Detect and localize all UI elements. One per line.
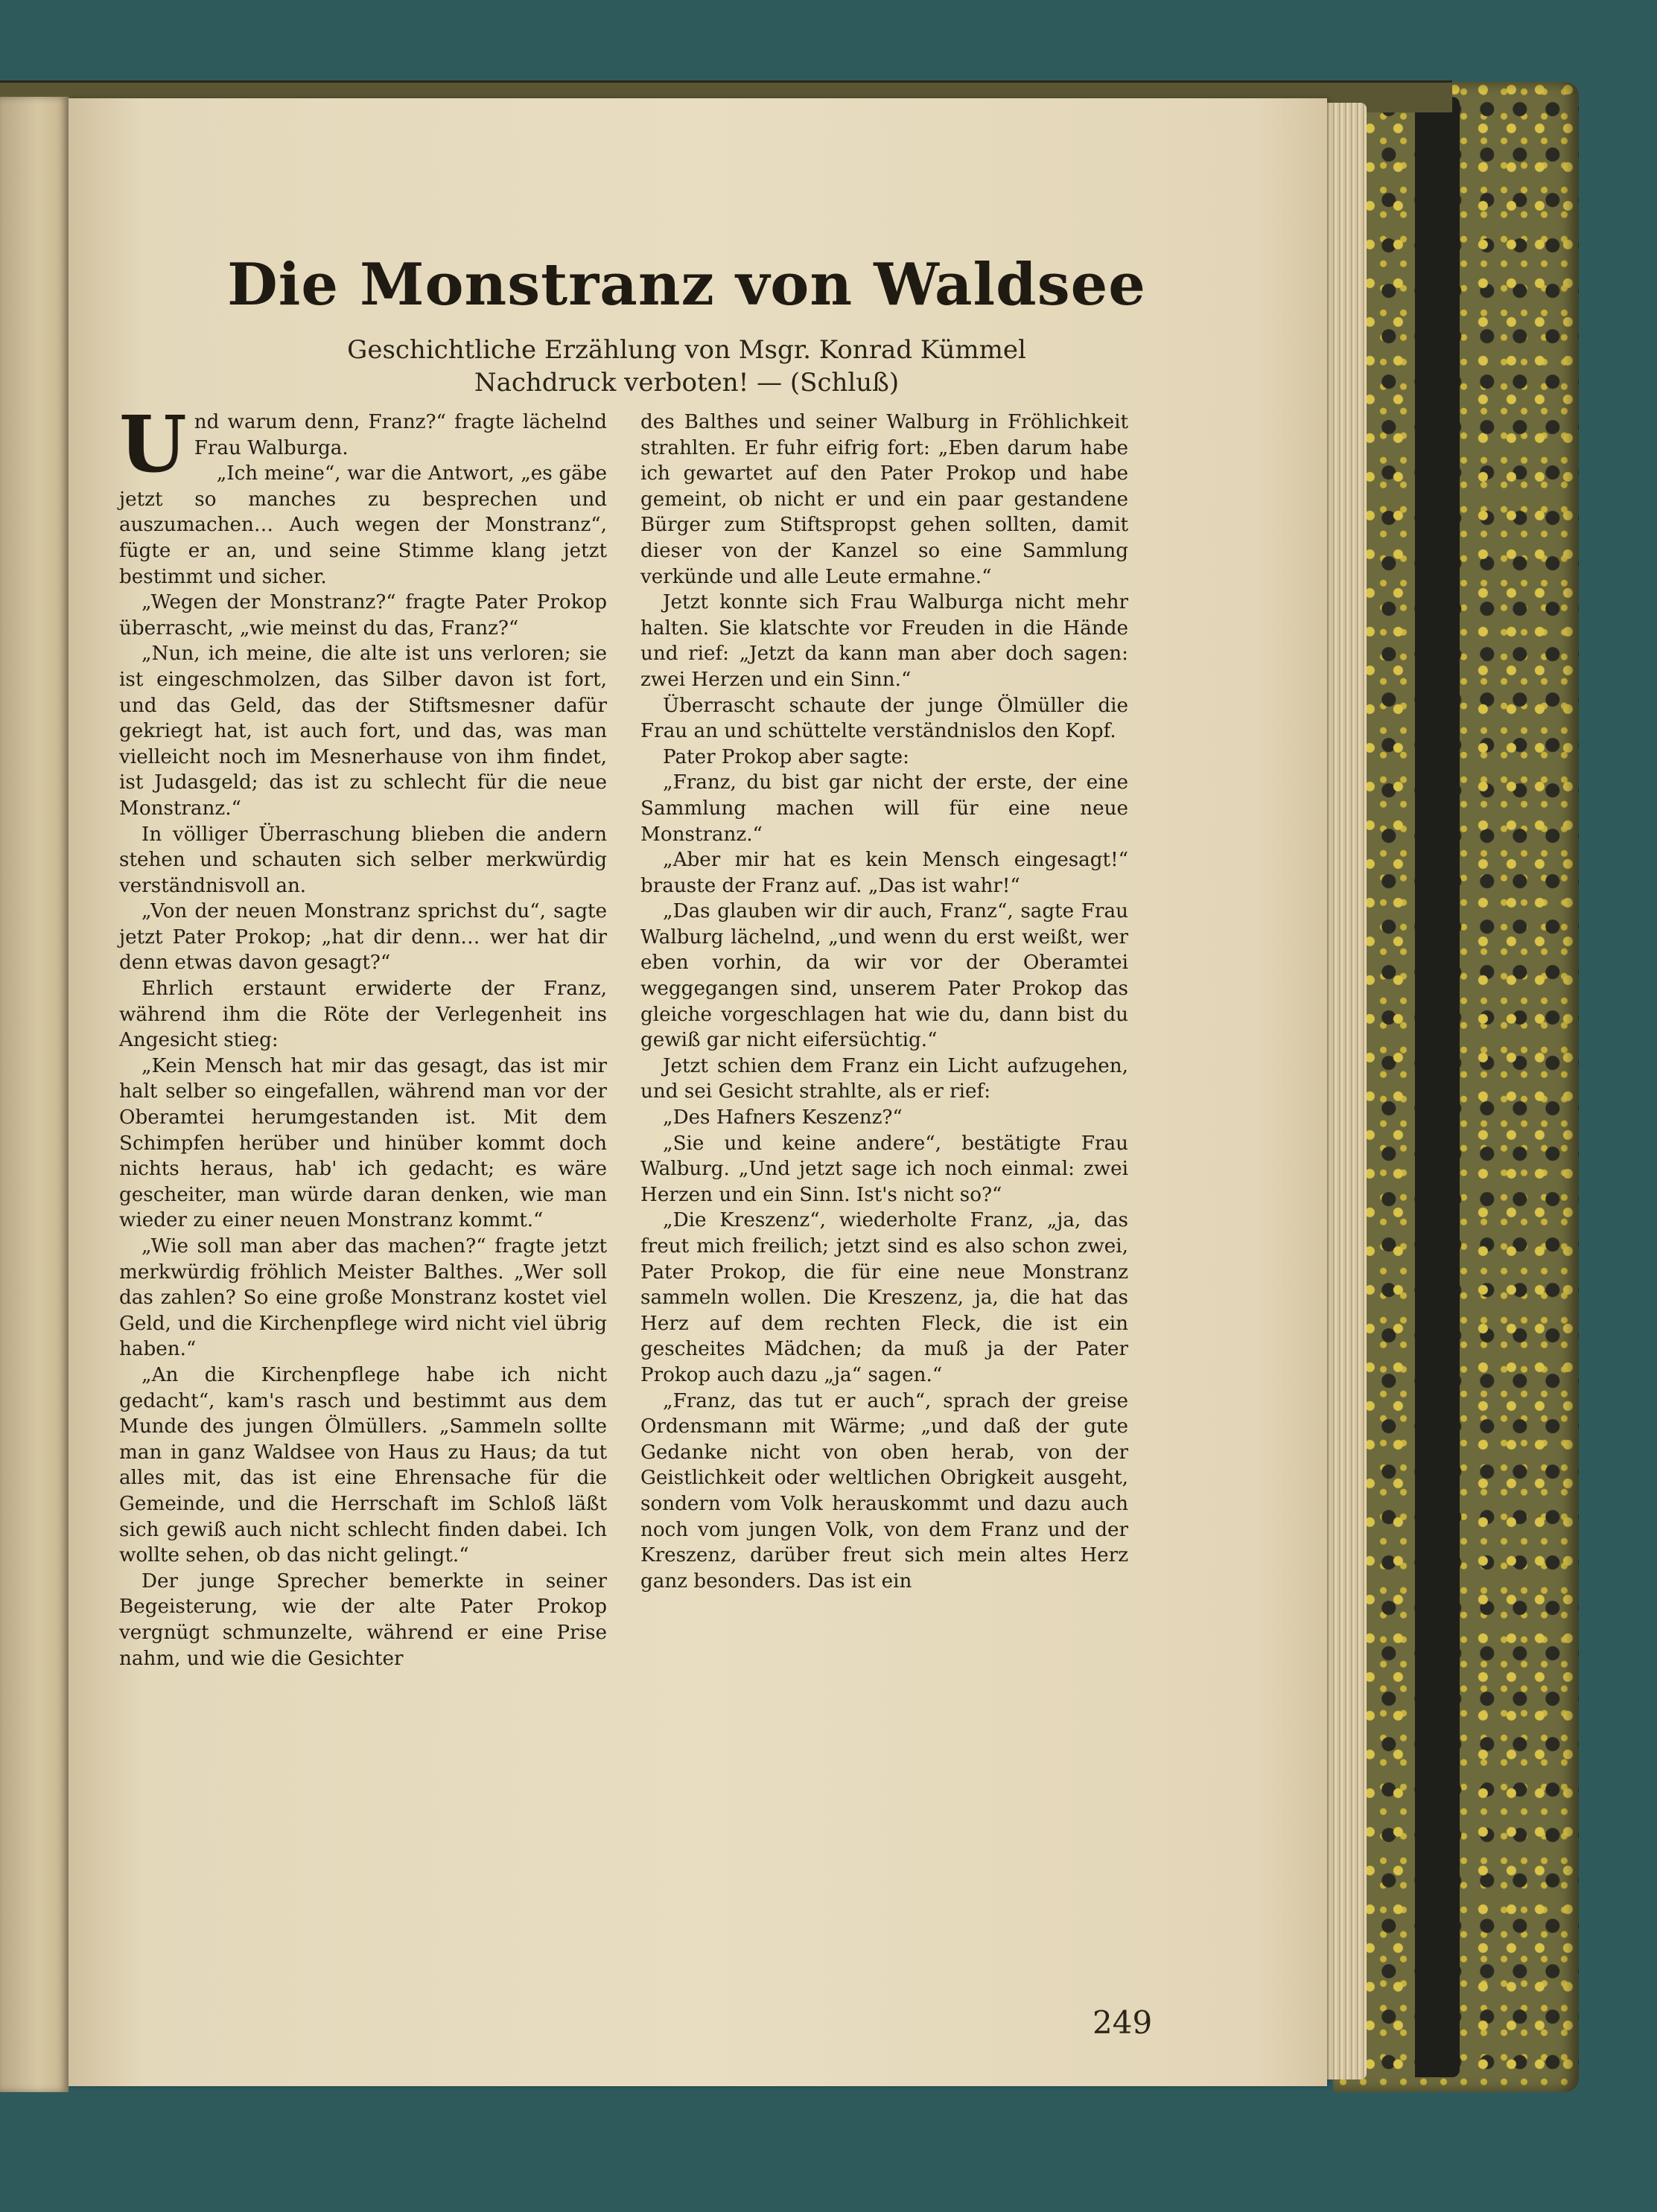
article-title: Die Monstranz von Waldsee xyxy=(227,251,1146,319)
paragraph: „Sie und keine andere“, bestätigte Frau Walburg. „Und jetzt sage ich noch einmal: zwei Herzen und ein Sinn. Ist's nicht so?“ xyxy=(640,1132,1128,1206)
paragraph: Pater Prokop aber sagte: xyxy=(663,745,909,768)
paragraph: „Franz, du bist gar nicht der erste, der eine Sammlung machen will für eine neue Monstranz.“ xyxy=(640,771,1128,846)
paragraph: „An die Kirchenpflege habe ich nicht gedacht“, kam's rasch und bestimmt aus dem Munde des jungen Ölmüllers. „Sammeln sollte man in ganz Waldsee von Haus zu Haus; da tut alles mit, das ist eine Ehrensache für die Gemeinde, und die Herrschaft im Schloß läßt sich gewiß auch nicht schlecht finden dabei. Ich wollte sehen, ob das nicht gelingt.“ xyxy=(119,1363,607,1567)
paragraph: „Die Kreszenz“, wiederholte Franz, „ja, das freut mich freilich; jetzt sind es also schon zwei, Pater Prokop, die für eine neue Monstranz sammeln wollen. Die Kreszenz, ja, die hat das Herz auf dem rechten Fleck, die ist ein gescheites Mädchen; da muß ja der Pater Prokop auch dazu „ja“ sagen.“ xyxy=(640,1209,1128,1386)
reprint-notice: Nachdruck verboten! — (Schluß) xyxy=(474,368,900,398)
paragraph: Ehrlich erstaunt erwiderte der Franz, während ihm die Röte der Verlegenheit ins Angesicht stieg: xyxy=(119,978,607,1052)
text-column-right xyxy=(640,409,1128,1594)
paragraph: „Wie soll man aber das machen?“ fragte jetzt merkwürdig fröhlich Meister Balthes. „Wer soll das zahlen? So eine große Monstranz kostet viel Geld, und die Kirchenpflege wird nicht viel übrig haben.“ xyxy=(119,1235,607,1361)
paragraph: „Wegen der Monstranz?“ fragte Pater Prokop überrascht, „wie meinst du das, Franz?“ xyxy=(119,591,607,640)
paragraph: des Balthes und seiner Walburg in Fröhlichkeit strahlten. Er fuhr eifrig fort: „Eben darum habe ich gewartet auf den Pater Prokop und habe gemeint, ob nicht er und ein paar gestandene Bürger zum Stiftspropst gehen sollten, damit dieser von der Kanzel so eine Sammlung verkünde und alle Leute ermahne.“ xyxy=(640,411,1128,588)
drop-cap: U xyxy=(119,398,187,490)
paragraph: nd warum denn, Franz?“ fragte lächelnd Frau Walburga. xyxy=(194,411,607,459)
paragraph: Der junge Sprecher bemerkte in seiner Begeisterung, wie der alte Pater Prokop vergnügt schmunzelte, während er eine Prise nahm, und wie die Gesichter xyxy=(119,1569,607,1670)
paragraph: „Kein Mensch hat mir das gesagt, das ist mir halt selber so eingefallen, während man vor der Oberamtei herumgestanden ist. Mit dem Schimpfen herüber und hinüber kommt doch nichts heraus, hab' ich gedacht; es wäre gescheiter, man würde daran denken, wie man wieder zu einer neuen Monstranz kommt.“ xyxy=(119,1054,607,1232)
paragraph: „Franz, das tut er auch“, sprach der greise Ordensmann mit Wärme; „und daß der gute Gedanke nicht von oben herab, von der Geistlichkeit oder weltlichen Obrigkeit ausgeht, sondern vom Volk herauskommt und dazu auch noch vom jungen Volk, von dem Franz und der Kreszenz, darüber freut sich mein altes Herz ganz besonders. Das ist ein xyxy=(640,1389,1128,1593)
text-column-left xyxy=(119,398,607,1671)
paragraph: Jetzt konnte sich Frau Walburga nicht mehr halten. Sie klatschte vor Freuden in die Hände und rief: „Jetzt da kann man aber doch sagen: zwei Herzen und ein Sinn.“ xyxy=(640,591,1128,691)
book-page xyxy=(69,98,1327,2086)
paragraph: „Das glauben wir dir auch, Franz“, sagte Frau Walburg lächelnd, „und wenn du erst weißt, wer eben vorhin, da wir vor der Oberamtei weggegangen sind, unserem Pater Prokop das gleiche vorgeschlagen hat wie du, dann bist du gewiß gar nicht eifersüchtig.“ xyxy=(640,900,1128,1052)
paragraph: „Ich meine“, war die Antwort, „es gäbe jetzt so manches zu besprechen und auszumachen… Auch wegen der Monstranz“, fügte er an, und seine Stimme klang jetzt bestimmt und sicher. xyxy=(119,462,607,588)
article-subtitle: Geschichtliche Erzählung von Msgr. Konrad Kümmel xyxy=(347,335,1026,365)
paragraph: „Von der neuen Monstranz sprichst du“, sagte jetzt Pater Prokop; „hat dir denn… wer hat dir denn etwas davon gesagt?“ xyxy=(119,900,607,975)
cover-spine-edge xyxy=(1415,97,1460,2077)
paragraph: In völliger Überraschung blieben die andern stehen und schauten sich selber merkwürdig verständnisvoll an. xyxy=(119,823,607,897)
paragraph: „Aber mir hat es kein Mensch eingesagt!“ brauste der Franz auf. „Das ist wahr!“ xyxy=(640,849,1128,897)
paragraph: Überrascht schaute der junge Ölmüller die Frau an und schüttelte verständnislos den Kopf. xyxy=(640,694,1128,743)
paragraph: Jetzt schien dem Franz ein Licht aufzugehen, und sei Gesicht strahlte, als er rief: xyxy=(640,1054,1128,1103)
paragraph: „Des Hafners Keszenz?“ xyxy=(663,1106,903,1129)
previous-page-edge xyxy=(0,97,69,2092)
paragraph: „Nun, ich meine, die alte ist uns verloren; sie ist eingeschmolzen, das Silber davon ist fort, und das Geld, das der Stiftsmesner dafür gekriegt hat, ist auch fort, und das, was man vielleicht noch im Mesnerhause von ihm findet, ist Judasgeld; das ist zu schlecht für die neue Monstranz.“ xyxy=(119,643,607,820)
page-number: 249 xyxy=(1093,2004,1153,2041)
